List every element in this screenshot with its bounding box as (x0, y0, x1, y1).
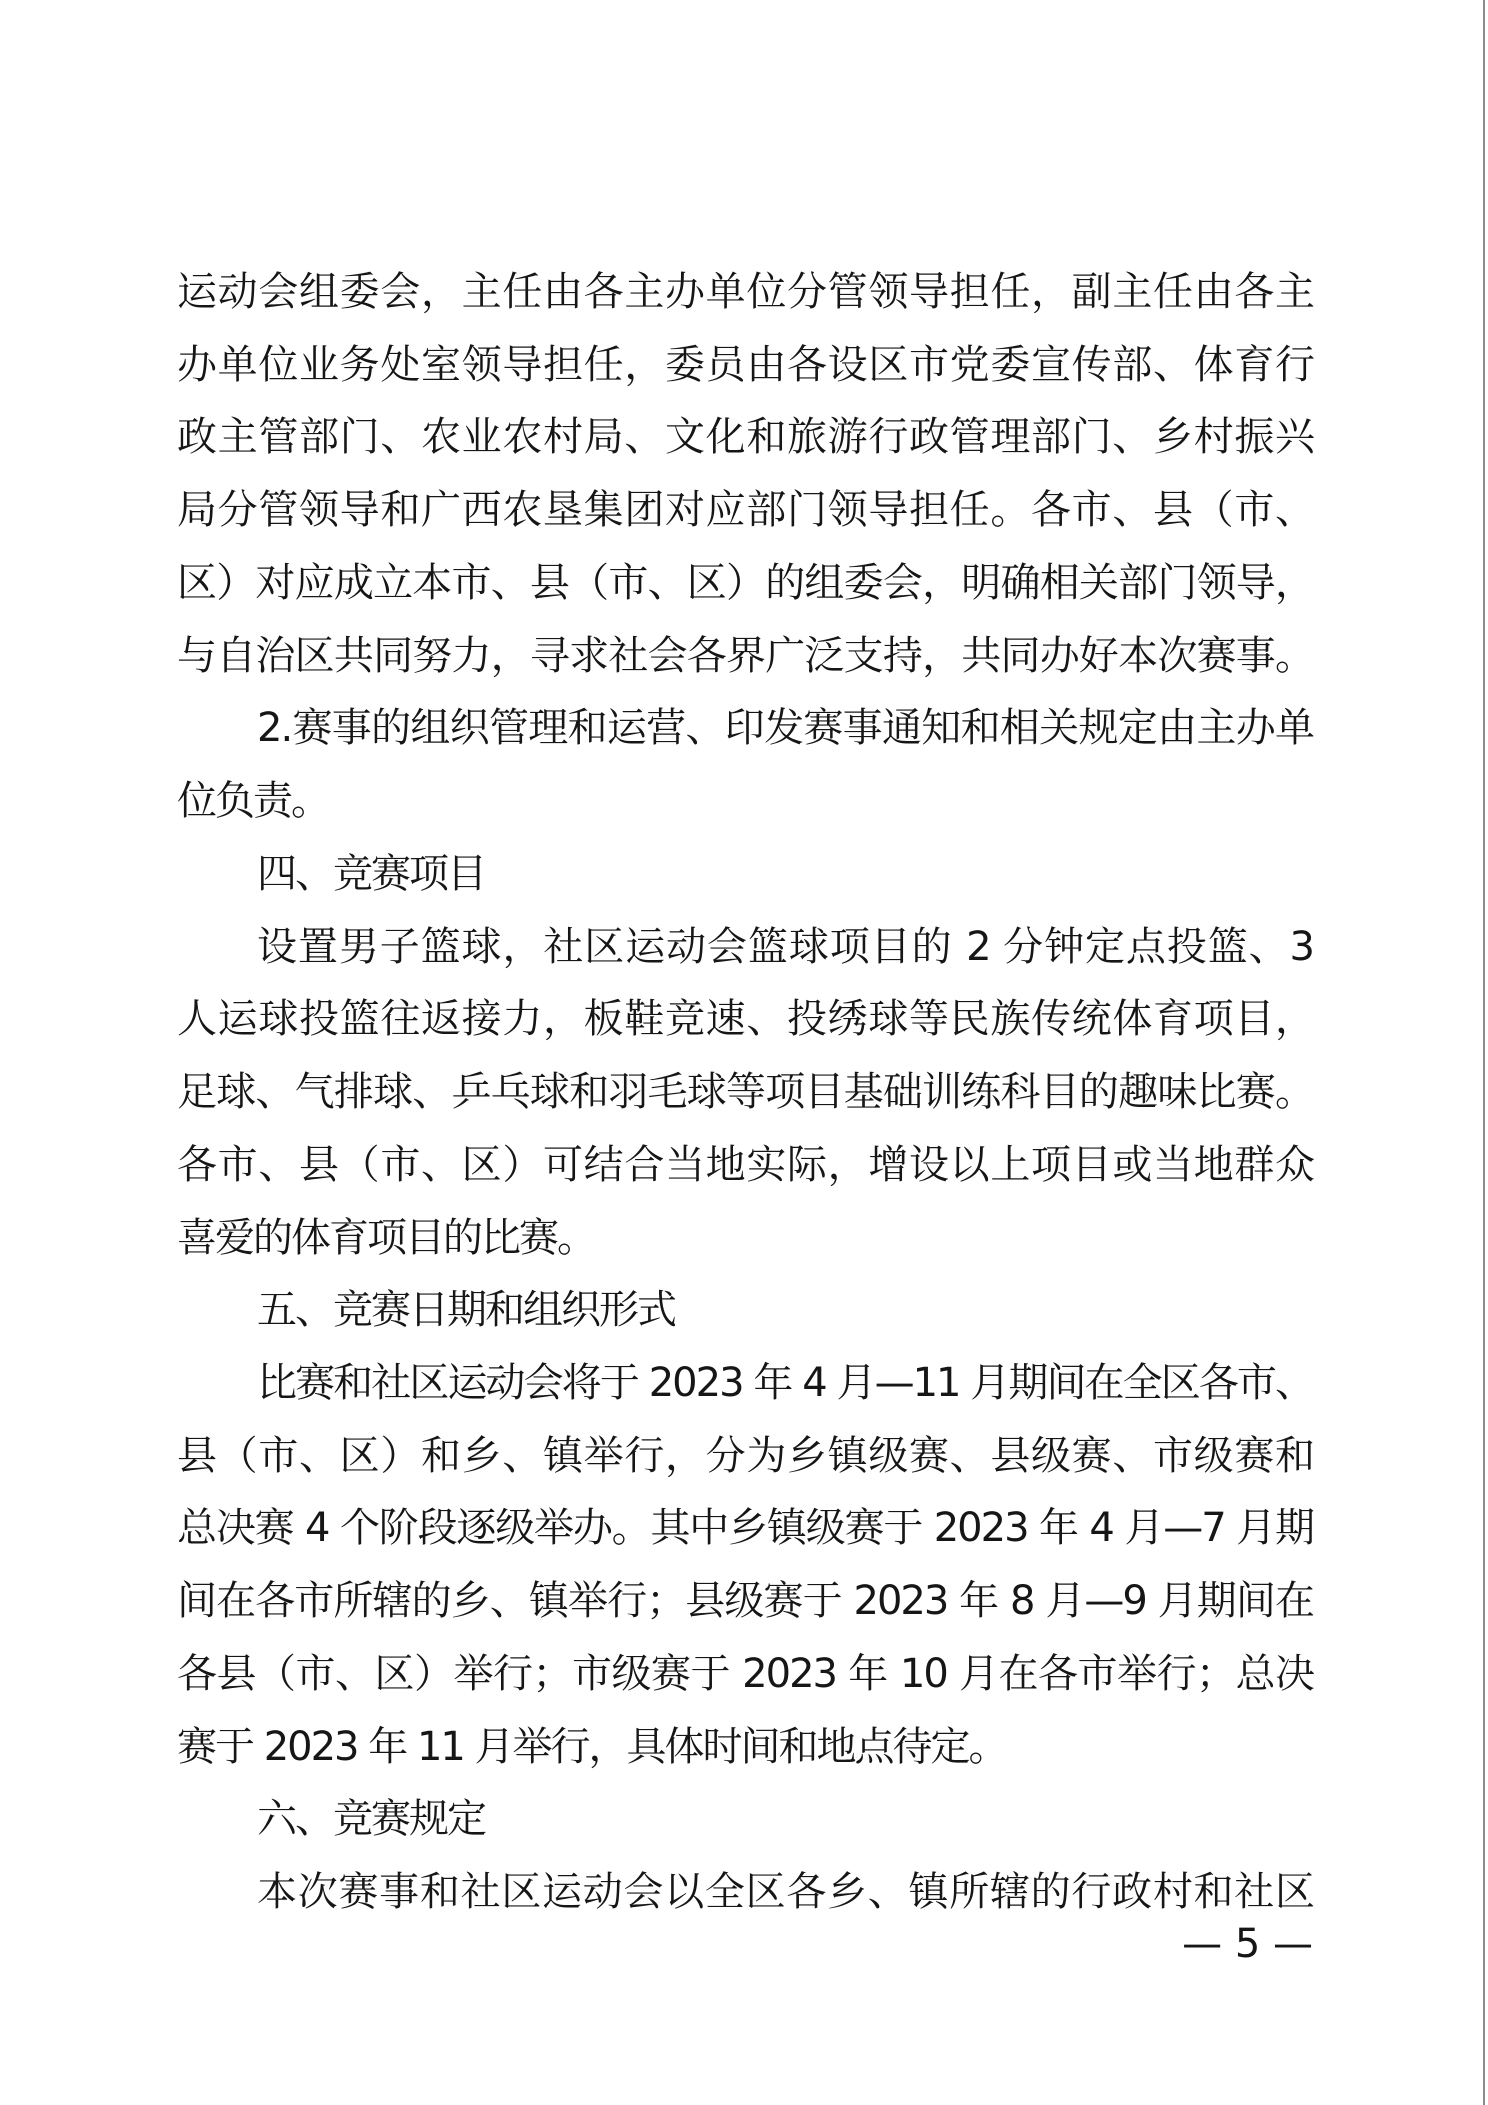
body-line: 2.赛事的组织管理和运营、印发赛事通知和相关规定由主办单 (257, 705, 1313, 752)
body-line: 本次赛事和社区运动会以全区各乡、镇所辖的行政村和社区 (257, 1869, 1313, 1916)
body-line: 县（市、区）和乡、镇举行，分为乡镇级赛、县级赛、市级赛和 (177, 1432, 1313, 1479)
document-body (177, 256, 1313, 1929)
body-line: 各县（市、区）举行；市级赛于 2023 年 10 月在各市举行；总决 (177, 1650, 1313, 1697)
body-line: 局分管领导和广西农垦集团对应部门领导担任。各市、县（市、 (177, 487, 1313, 534)
body-line: 运动会组委会，主任由各主办单位分管领导担任，副主任由各主 (177, 269, 1313, 315)
body-line: 与自治区共同努力，寻求社会各界广泛支持，共同办好本次赛事。 (177, 632, 1313, 679)
body-line: 比赛和社区运动会将于 2023 年 4 月—11 月期间在全区各市、 (257, 1360, 1313, 1407)
body-line: 位负责。 (177, 778, 329, 825)
body-line: 办单位业务处室领导担任，委员由各设区市党委宣传部、体育行 (177, 341, 1313, 388)
body-line: 设置男子篮球，社区运动会篮球项目的 2 分钟定点投篮、3 (257, 923, 1313, 970)
section-heading: 四、竞赛项目 (257, 850, 485, 897)
body-line: 各市、县（市、区）可结合当地实际，增设以上项目或当地群众 (177, 1141, 1313, 1188)
body-line: 人运球投篮往返接力，板鞋竞速、投绣球等民族传统体育项目， (177, 996, 1313, 1043)
body-line: 总决赛 4 个阶段逐级举办。其中乡镇级赛于 2023 年 4 月—7 月期 (177, 1505, 1313, 1552)
body-line: 间在各市所辖的乡、镇举行；县级赛于 2023 年 8 月—9 月期间在 (177, 1578, 1313, 1625)
section-heading: 五、竞赛日期和组织形式 (257, 1287, 675, 1334)
scan-edge-line (1483, 0, 1485, 2105)
body-line: 足球、气排球、乒乓球和羽毛球等项目基础训练科目的趣味比赛。 (177, 1069, 1313, 1116)
page-number: — 5 — (1182, 1921, 1313, 1967)
body-line: 区）对应成立本市、县（市、区）的组委会，明确相关部门领导， (177, 559, 1313, 606)
body-line: 赛于 2023 年 11 月举行，具体时间和地点待定。 (177, 1723, 1007, 1770)
section-heading: 六、竞赛规定 (257, 1796, 485, 1843)
body-line: 喜爱的体育项目的比赛。 (177, 1214, 595, 1261)
body-line: 政主管部门、农业农村局、文化和旅游行政管理部门、乡村振兴 (177, 414, 1313, 461)
